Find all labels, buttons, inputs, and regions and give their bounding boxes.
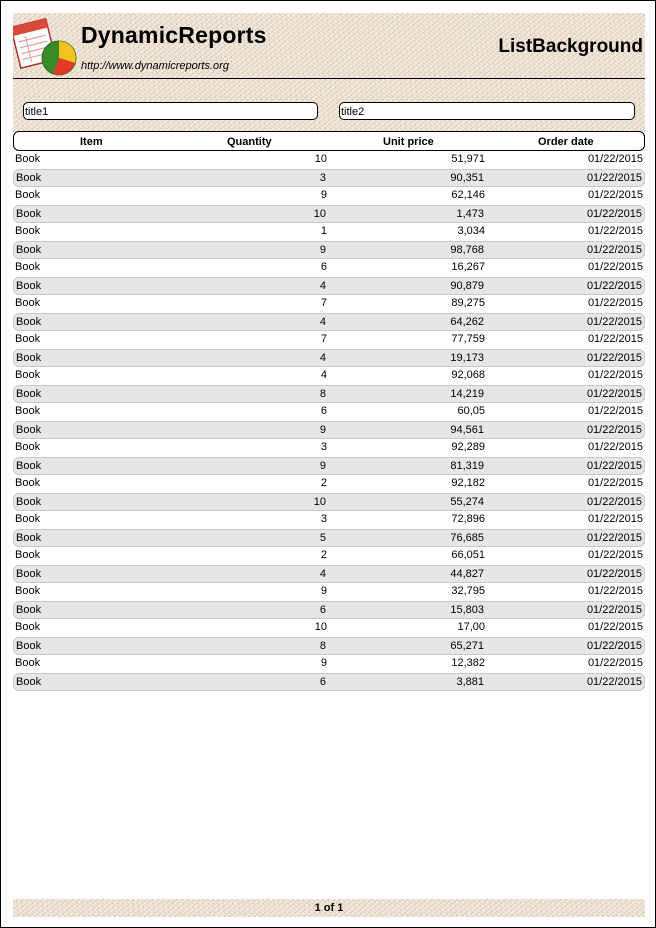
cell-quantity: 9 <box>320 657 327 669</box>
cell-quantity: 4 <box>319 568 326 580</box>
column-header <box>13 131 645 151</box>
column-header-item: Item <box>80 136 103 148</box>
table-row <box>13 295 645 313</box>
cell-order-date: 01/22/2015 <box>586 352 642 364</box>
cell-order-date: 01/22/2015 <box>587 585 643 597</box>
cell-item: Book <box>15 153 41 165</box>
cell-order-date: 01/22/2015 <box>586 388 642 400</box>
cell-unit-price: 66,051 <box>451 549 485 561</box>
table-row <box>13 565 645 583</box>
cell-item: Book <box>16 676 42 688</box>
table-row <box>13 601 645 619</box>
cell-order-date: 01/22/2015 <box>587 333 643 345</box>
table-row <box>13 637 645 655</box>
page-footer <box>13 899 645 917</box>
table-row <box>13 493 645 511</box>
cell-order-date: 01/22/2015 <box>587 369 643 381</box>
cell-order-date: 01/22/2015 <box>587 261 643 273</box>
table-row <box>13 367 645 385</box>
column-header-order-date: Order date <box>538 136 594 148</box>
table-row <box>13 583 645 601</box>
table-row <box>13 457 645 475</box>
table-row <box>13 547 645 565</box>
cell-unit-price: 60,05 <box>457 405 485 417</box>
cell-item: Book <box>16 244 42 256</box>
table-row <box>13 439 645 457</box>
cell-unit-price: 89,275 <box>451 297 485 309</box>
cell-quantity: 10 <box>313 496 326 508</box>
cell-unit-price: 44,827 <box>450 568 484 580</box>
cell-item: Book <box>15 297 41 309</box>
cell-quantity: 4 <box>319 280 326 292</box>
cell-order-date: 01/22/2015 <box>586 532 642 544</box>
cell-item: Book <box>16 568 42 580</box>
cell-order-date: 01/22/2015 <box>586 568 642 580</box>
cell-quantity: 10 <box>313 208 326 220</box>
cell-item: Book <box>16 496 42 508</box>
cell-unit-price: 98,768 <box>450 244 484 256</box>
cell-unit-price: 32,795 <box>451 585 485 597</box>
cell-item: Book <box>15 657 41 669</box>
cell-item: Book <box>16 316 42 328</box>
cell-order-date: 01/22/2015 <box>586 172 642 184</box>
cell-unit-price: 72,896 <box>451 513 485 525</box>
page-number: 1 of 1 <box>314 902 344 914</box>
cell-quantity: 6 <box>319 676 326 688</box>
table-row <box>13 187 645 205</box>
title1-box: title1 <box>23 102 318 120</box>
cell-quantity: 8 <box>319 388 326 400</box>
cell-item: Book <box>16 424 42 436</box>
cell-unit-price: 90,351 <box>450 172 484 184</box>
cell-quantity: 2 <box>320 477 327 489</box>
cell-quantity: 3 <box>320 441 327 453</box>
header-divider <box>13 78 645 79</box>
cell-item: Book <box>15 333 41 345</box>
cell-order-date: 01/22/2015 <box>586 676 642 688</box>
cell-item: Book <box>15 369 41 381</box>
cell-quantity: 6 <box>320 261 327 273</box>
brand-name: DynamicReports <box>81 22 267 48</box>
cell-order-date: 01/22/2015 <box>586 244 642 256</box>
cell-order-date: 01/22/2015 <box>586 604 642 616</box>
table-row <box>13 385 645 403</box>
cell-item: Book <box>16 604 42 616</box>
cell-unit-price: 77,759 <box>451 333 485 345</box>
cell-unit-price: 81,319 <box>450 460 484 472</box>
cell-quantity: 9 <box>320 585 327 597</box>
cell-quantity: 3 <box>320 513 327 525</box>
cell-unit-price: 3,881 <box>456 676 484 688</box>
cell-quantity: 9 <box>319 424 326 436</box>
cell-quantity: 6 <box>319 604 326 616</box>
table-row <box>13 313 645 331</box>
table-row <box>13 331 645 349</box>
cell-order-date: 01/22/2015 <box>587 297 643 309</box>
table-row <box>13 511 645 529</box>
cell-quantity: 1 <box>320 225 327 237</box>
column-header-quantity: Quantity <box>227 136 272 148</box>
cell-item: Book <box>15 585 41 597</box>
cell-unit-price: 62,146 <box>451 189 485 201</box>
cell-item: Book <box>16 352 42 364</box>
cell-order-date: 01/22/2015 <box>586 316 642 328</box>
cell-order-date: 01/22/2015 <box>586 640 642 652</box>
cell-item: Book <box>15 621 41 633</box>
cell-order-date: 01/22/2015 <box>586 208 642 220</box>
cell-item: Book <box>15 513 41 525</box>
cell-order-date: 01/22/2015 <box>587 657 643 669</box>
cell-quantity: 9 <box>319 244 326 256</box>
cell-item: Book <box>15 477 41 489</box>
cell-item: Book <box>16 172 42 184</box>
cell-item: Book <box>16 460 42 472</box>
cell-unit-price: 12,382 <box>451 657 485 669</box>
data-table <box>13 151 645 691</box>
table-row <box>13 619 645 637</box>
report-chart-logo-icon <box>13 16 79 78</box>
table-row <box>13 205 645 223</box>
cell-order-date: 01/22/2015 <box>586 280 642 292</box>
cell-quantity: 10 <box>314 621 327 633</box>
cell-order-date: 01/22/2015 <box>587 513 643 525</box>
cell-quantity: 9 <box>319 460 326 472</box>
cell-order-date: 01/22/2015 <box>587 153 643 165</box>
cell-item: Book <box>15 225 41 237</box>
cell-quantity: 4 <box>319 316 326 328</box>
cell-unit-price: 17,00 <box>457 621 485 633</box>
cell-order-date: 01/22/2015 <box>587 477 643 489</box>
cell-item: Book <box>15 189 41 201</box>
cell-order-date: 01/22/2015 <box>587 621 643 633</box>
cell-unit-price: 1,473 <box>456 208 484 220</box>
cell-unit-price: 90,879 <box>450 280 484 292</box>
cell-unit-price: 92,289 <box>451 441 485 453</box>
table-row <box>13 529 645 547</box>
cell-item: Book <box>16 388 42 400</box>
cell-item: Book <box>16 532 42 544</box>
cell-quantity: 9 <box>320 189 327 201</box>
cell-unit-price: 3,034 <box>457 225 485 237</box>
table-row <box>13 169 645 187</box>
cell-unit-price: 94,561 <box>450 424 484 436</box>
cell-order-date: 01/22/2015 <box>587 189 643 201</box>
cell-quantity: 10 <box>314 153 327 165</box>
report-title: ListBackground <box>498 36 643 57</box>
cell-unit-price: 14,219 <box>450 388 484 400</box>
table-row <box>13 349 645 367</box>
cell-unit-price: 92,182 <box>451 477 485 489</box>
table-row <box>13 241 645 259</box>
cell-item: Book <box>15 441 41 453</box>
cell-order-date: 01/22/2015 <box>587 441 643 453</box>
cell-quantity: 4 <box>320 369 327 381</box>
table-row <box>13 403 645 421</box>
cell-quantity: 8 <box>319 640 326 652</box>
cell-item: Book <box>16 640 42 652</box>
cell-item: Book <box>16 280 42 292</box>
cell-order-date: 01/22/2015 <box>587 549 643 561</box>
table-row <box>13 673 645 691</box>
cell-order-date: 01/22/2015 <box>586 460 642 472</box>
table-row <box>13 421 645 439</box>
brand-url: http://www.dynamicreports.org <box>81 60 229 72</box>
cell-order-date: 01/22/2015 <box>587 225 643 237</box>
cell-unit-price: 65,271 <box>450 640 484 652</box>
cell-unit-price: 55,274 <box>450 496 484 508</box>
cell-item: Book <box>15 405 41 417</box>
cell-unit-price: 76,685 <box>450 532 484 544</box>
table-row <box>13 655 645 673</box>
cell-order-date: 01/22/2015 <box>586 424 642 436</box>
table-row <box>13 259 645 277</box>
table-row <box>13 277 645 295</box>
cell-quantity: 2 <box>320 549 327 561</box>
cell-unit-price: 64,262 <box>450 316 484 328</box>
cell-unit-price: 16,267 <box>451 261 485 273</box>
cell-quantity: 3 <box>319 172 326 184</box>
cell-quantity: 7 <box>320 297 327 309</box>
table-row <box>13 151 645 169</box>
cell-unit-price: 19,173 <box>450 352 484 364</box>
table-row <box>13 475 645 493</box>
cell-quantity: 4 <box>319 352 326 364</box>
cell-order-date: 01/22/2015 <box>586 496 642 508</box>
report-header <box>13 13 645 132</box>
cell-unit-price: 92,068 <box>451 369 485 381</box>
cell-order-date: 01/22/2015 <box>587 405 643 417</box>
cell-item: Book <box>15 549 41 561</box>
cell-quantity: 5 <box>319 532 326 544</box>
table-row <box>13 223 645 241</box>
column-header-unit-price: Unit price <box>383 136 434 148</box>
cell-quantity: 7 <box>320 333 327 345</box>
title2-box: title2 <box>339 102 635 120</box>
cell-unit-price: 51,971 <box>451 153 485 165</box>
cell-item: Book <box>16 208 42 220</box>
cell-quantity: 6 <box>320 405 327 417</box>
cell-item: Book <box>15 261 41 273</box>
cell-unit-price: 15,803 <box>450 604 484 616</box>
